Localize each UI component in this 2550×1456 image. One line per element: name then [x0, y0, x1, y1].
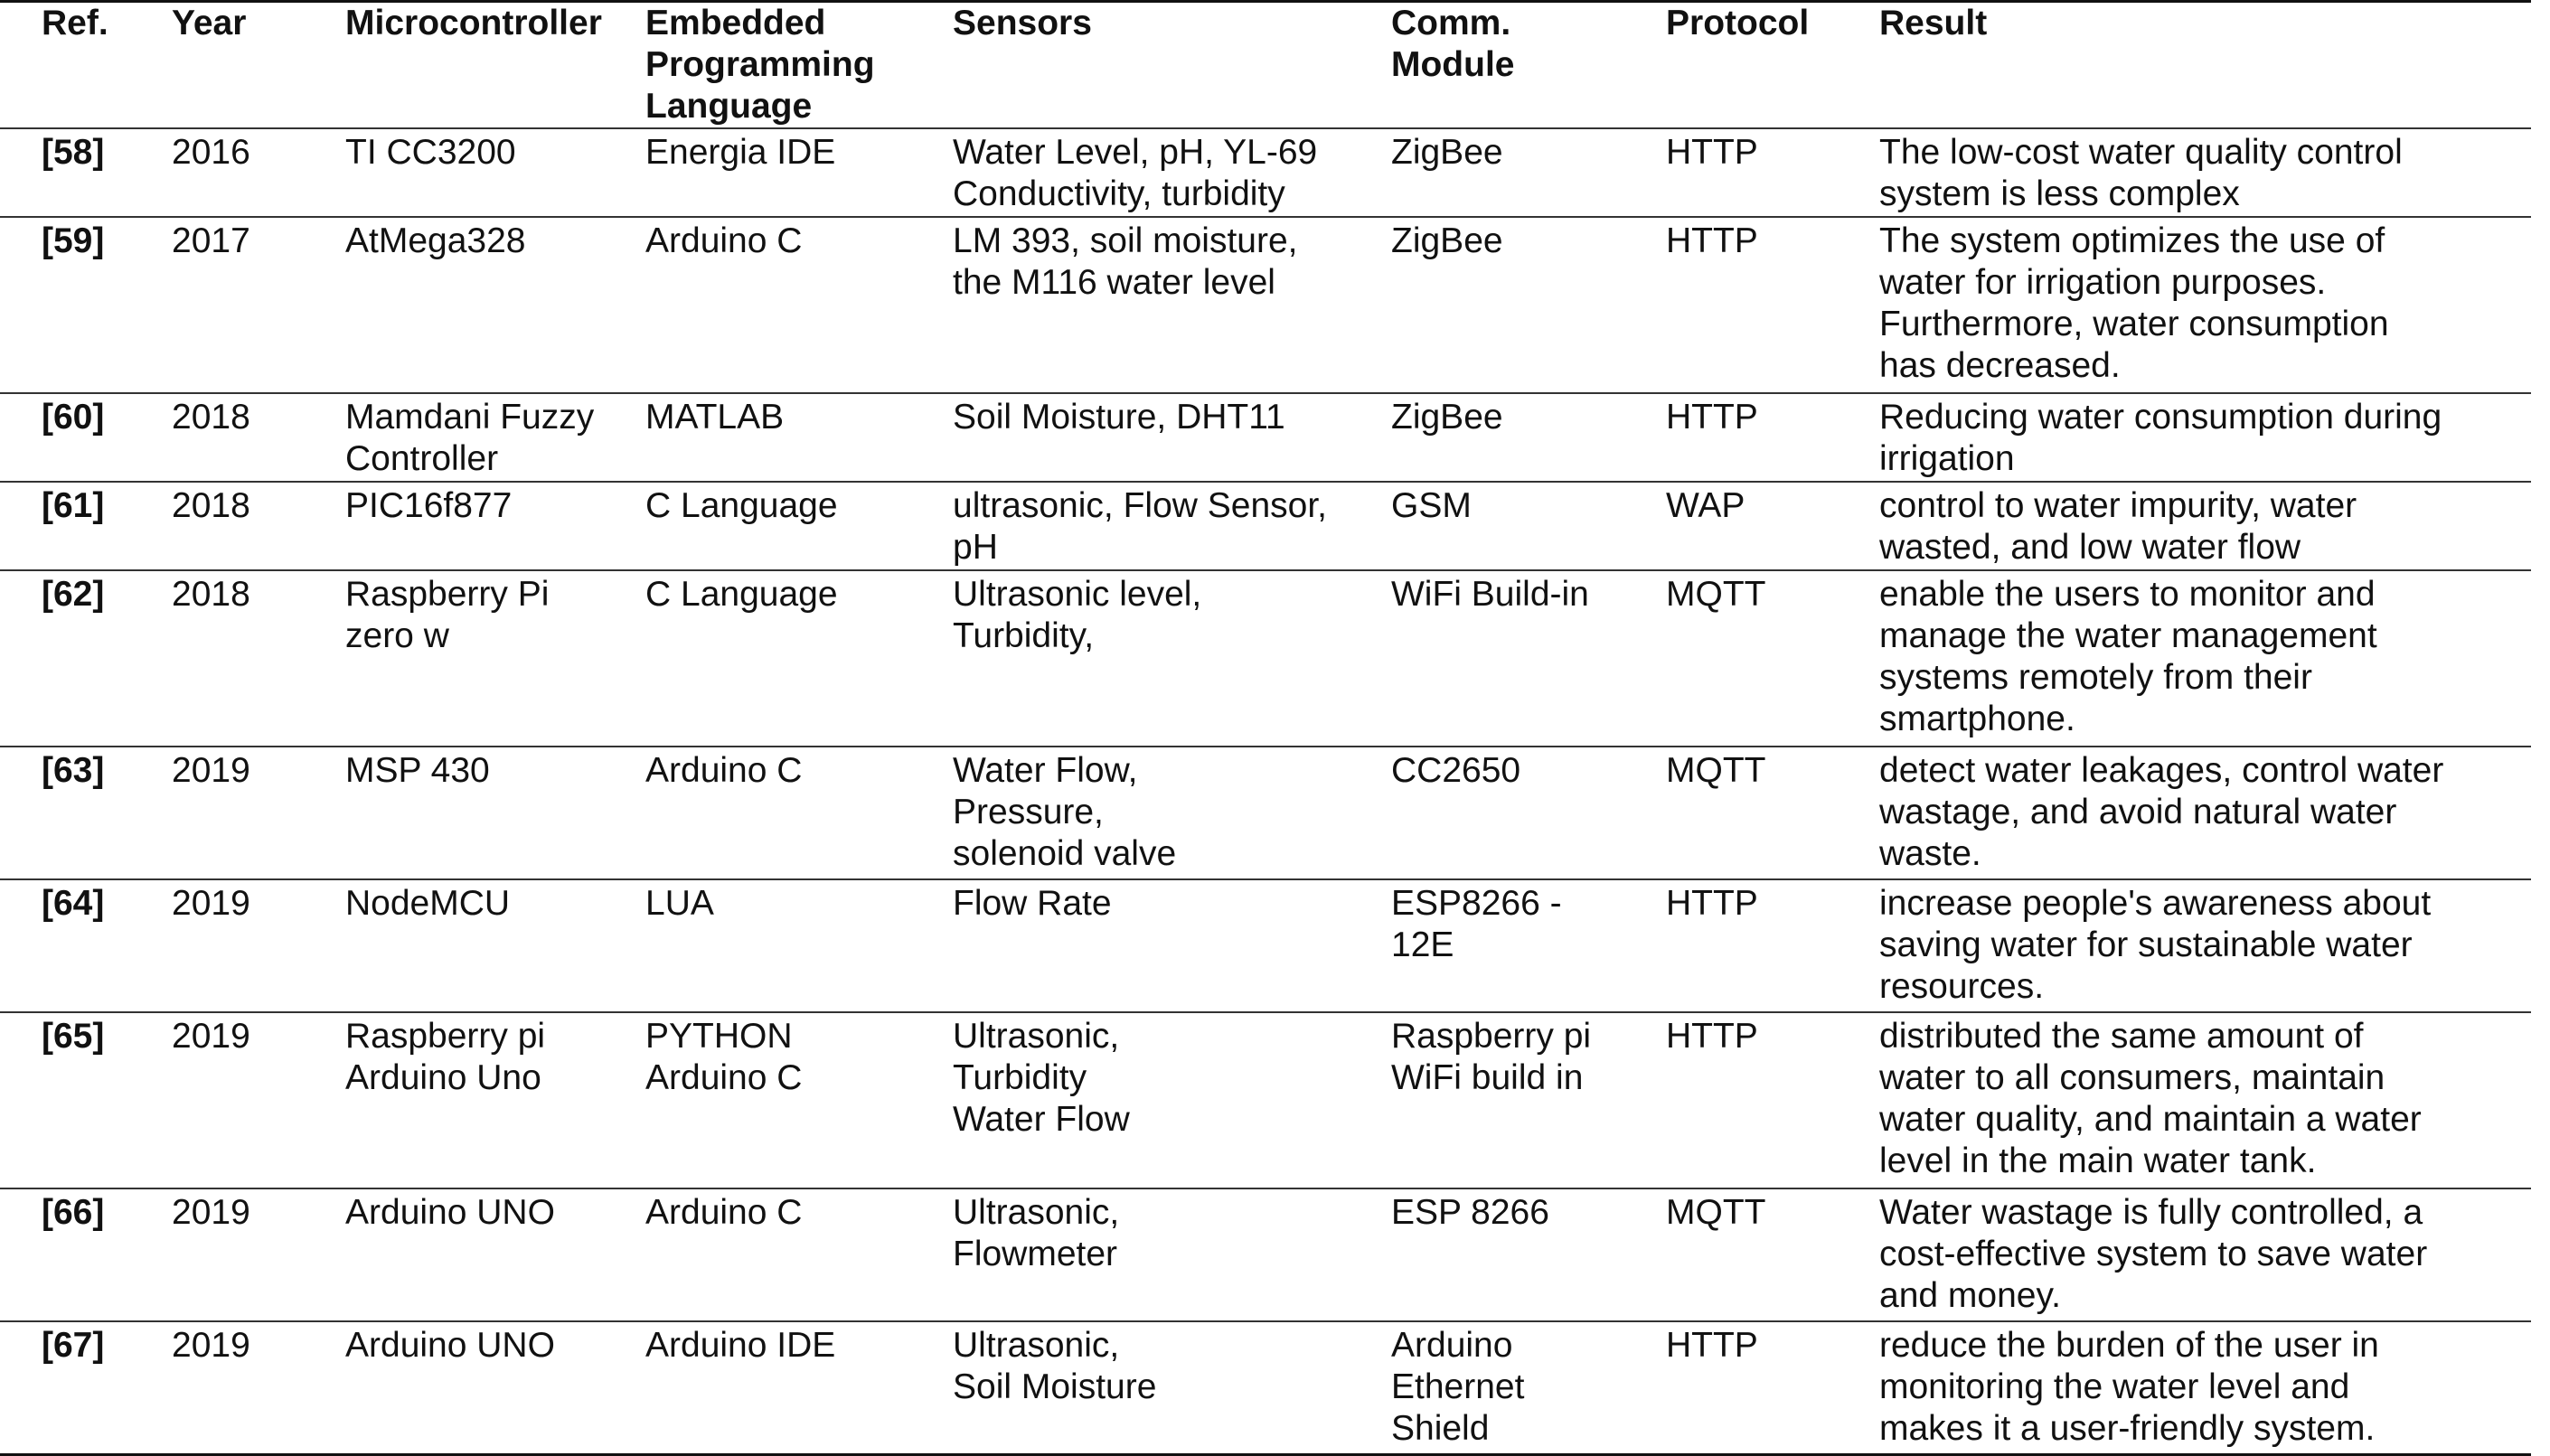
- cell-ref: [63]: [42, 751, 105, 790]
- cell-protocol: HTTP: [1666, 221, 1758, 260]
- cell-microcontroller: AtMega328: [345, 221, 526, 260]
- table-row: [0, 1321, 2531, 1454]
- cell-comm: ZigBee: [1391, 221, 1503, 260]
- cell-result: The system optimizes the use of water for irrigation purposes. Furthermore, water consumption has decreased.: [1879, 221, 2389, 385]
- table-body: [0, 128, 2531, 1454]
- cell-microcontroller: PIC16f877: [345, 486, 513, 525]
- cell-ref: [67]: [42, 1326, 105, 1365]
- header-sensors: Sensors: [953, 4, 1092, 42]
- cell-year: 2018: [172, 575, 250, 614]
- table-row: [0, 217, 2531, 393]
- cell-ref: [60]: [42, 398, 105, 437]
- cell-ref: [64]: [42, 884, 105, 923]
- cell-sensors: Ultrasonic level, Turbidity,: [953, 575, 1202, 655]
- cell-comm: ESP8266 - 12E: [1391, 884, 1562, 964]
- header-protocol: Protocol: [1666, 4, 1810, 42]
- table-row: [0, 879, 2531, 1012]
- cell-sensors: Soil Moisture, DHT11: [953, 398, 1285, 437]
- header-comm-module: Comm. Module: [1391, 4, 1515, 84]
- header-ref: Ref.: [42, 4, 108, 42]
- table-row: [0, 1188, 2531, 1321]
- cell-microcontroller: Arduino UNO: [345, 1326, 555, 1365]
- cell-year: 2019: [172, 1193, 250, 1232]
- cell-microcontroller: TI CC3200: [345, 133, 516, 172]
- cell-microcontroller: NodeMCU: [345, 884, 511, 923]
- cell-year: 2019: [172, 1326, 250, 1365]
- cell-result: detect water leakages, control water wastage, and avoid natural water waste.: [1879, 751, 2444, 873]
- cell-ref: [65]: [42, 1017, 105, 1056]
- cell-protocol: HTTP: [1666, 884, 1758, 923]
- header-language: Embedded Programming Language: [645, 4, 875, 126]
- cell-language: Arduino C: [645, 221, 803, 260]
- cell-protocol: MQTT: [1666, 575, 1766, 614]
- cell-ref: [59]: [42, 221, 105, 260]
- cell-microcontroller: Arduino UNO: [345, 1193, 555, 1232]
- cell-year: 2019: [172, 1017, 250, 1056]
- cell-language: MATLAB: [645, 398, 785, 437]
- cell-protocol: HTTP: [1666, 1017, 1758, 1056]
- cell-result: The low-cost water quality control system is less complex: [1879, 133, 2403, 213]
- cell-ref: [62]: [42, 575, 105, 614]
- cell-protocol: WAP: [1666, 486, 1745, 525]
- header-year: Year: [172, 4, 247, 42]
- table-row: [0, 747, 2531, 879]
- header-row: [0, 2, 2531, 129]
- cell-result: control to water impurity, water wasted, and low water flow: [1879, 486, 2357, 567]
- table-row: [0, 1012, 2531, 1188]
- table-row: [0, 482, 2531, 570]
- cell-protocol: MQTT: [1666, 751, 1766, 790]
- table-row: [0, 570, 2531, 747]
- cell-language: Energia IDE: [645, 133, 836, 172]
- cell-microcontroller: Mamdani Fuzzy Controller: [345, 398, 595, 478]
- cell-sensors: Ultrasonic, Turbidity Water Flow: [953, 1017, 1130, 1139]
- cell-ref: [58]: [42, 133, 105, 172]
- cell-sensors: Water Flow, Pressure, solenoid valve: [953, 751, 1177, 873]
- cell-comm: GSM: [1391, 486, 1472, 525]
- cell-result: distributed the same amount of water to all consumers, maintain water quality, and maintain a water level in the main water tank.: [1879, 1017, 2422, 1180]
- table-row: [0, 393, 2531, 482]
- cell-microcontroller: MSP 430: [345, 751, 490, 790]
- cell-protocol: MQTT: [1666, 1193, 1766, 1232]
- cell-comm: ESP 8266: [1391, 1193, 1549, 1232]
- cell-sensors: Ultrasonic, Flowmeter: [953, 1193, 1120, 1273]
- cell-result: Reducing water consumption during irrigation: [1879, 398, 2442, 478]
- cell-sensors: LM 393, soil moisture, the M116 water level: [953, 221, 1298, 302]
- cell-comm: Raspberry pi WiFi build in: [1391, 1017, 1592, 1097]
- cell-language: PYTHON Arduino C: [645, 1017, 803, 1097]
- cell-language: Arduino IDE: [645, 1326, 836, 1365]
- cell-ref: [61]: [42, 486, 105, 525]
- cell-comm: CC2650: [1391, 751, 1521, 790]
- cell-year: 2019: [172, 884, 250, 923]
- cell-result: Water wastage is fully controlled, a cost-effective system to save water and money.: [1879, 1193, 2428, 1315]
- table-row: [0, 128, 2531, 217]
- cell-year: 2019: [172, 751, 250, 790]
- cell-protocol: HTTP: [1666, 398, 1758, 437]
- header-microcontroller: Microcontroller: [345, 4, 602, 42]
- cell-protocol: HTTP: [1666, 133, 1758, 172]
- cell-comm: ZigBee: [1391, 398, 1503, 437]
- table-header: [0, 2, 2531, 129]
- cell-microcontroller: Raspberry pi Arduino Uno: [345, 1017, 546, 1097]
- cell-ref: [66]: [42, 1193, 105, 1232]
- cell-comm: WiFi Build-in: [1391, 575, 1589, 614]
- cell-sensors: Water Level, pH, YL-69 Conductivity, turbidity: [953, 133, 1318, 213]
- cell-language: Arduino C: [645, 751, 803, 790]
- cell-comm: ZigBee: [1391, 133, 1503, 172]
- cell-year: 2018: [172, 398, 250, 437]
- cell-year: 2017: [172, 221, 250, 260]
- header-result: Result: [1879, 4, 1988, 42]
- cell-comm: Arduino Ethernet Shield: [1391, 1326, 1525, 1448]
- cell-result: increase people's awareness about saving water for sustainable water resources.: [1879, 884, 2432, 1006]
- cell-protocol: HTTP: [1666, 1326, 1758, 1365]
- cell-language: C Language: [645, 575, 838, 614]
- cell-sensors: Flow Rate: [953, 884, 1112, 923]
- cell-language: LUA: [645, 884, 714, 923]
- cell-year: 2018: [172, 486, 250, 525]
- cell-sensors: Ultrasonic, Soil Moisture: [953, 1326, 1157, 1406]
- cell-year: 2016: [172, 133, 250, 172]
- cell-microcontroller: Raspberry Pi zero w: [345, 575, 550, 655]
- cell-language: Arduino C: [645, 1193, 803, 1232]
- cell-result: reduce the burden of the user in monitoring the water level and makes it a user-friendly system.: [1879, 1326, 2379, 1448]
- cell-result: enable the users to monitor and manage the water management systems remotely from their smartphone.: [1879, 575, 2377, 738]
- cell-sensors: ultrasonic, Flow Sensor, pH: [953, 486, 1328, 567]
- cell-language: C Language: [645, 486, 838, 525]
